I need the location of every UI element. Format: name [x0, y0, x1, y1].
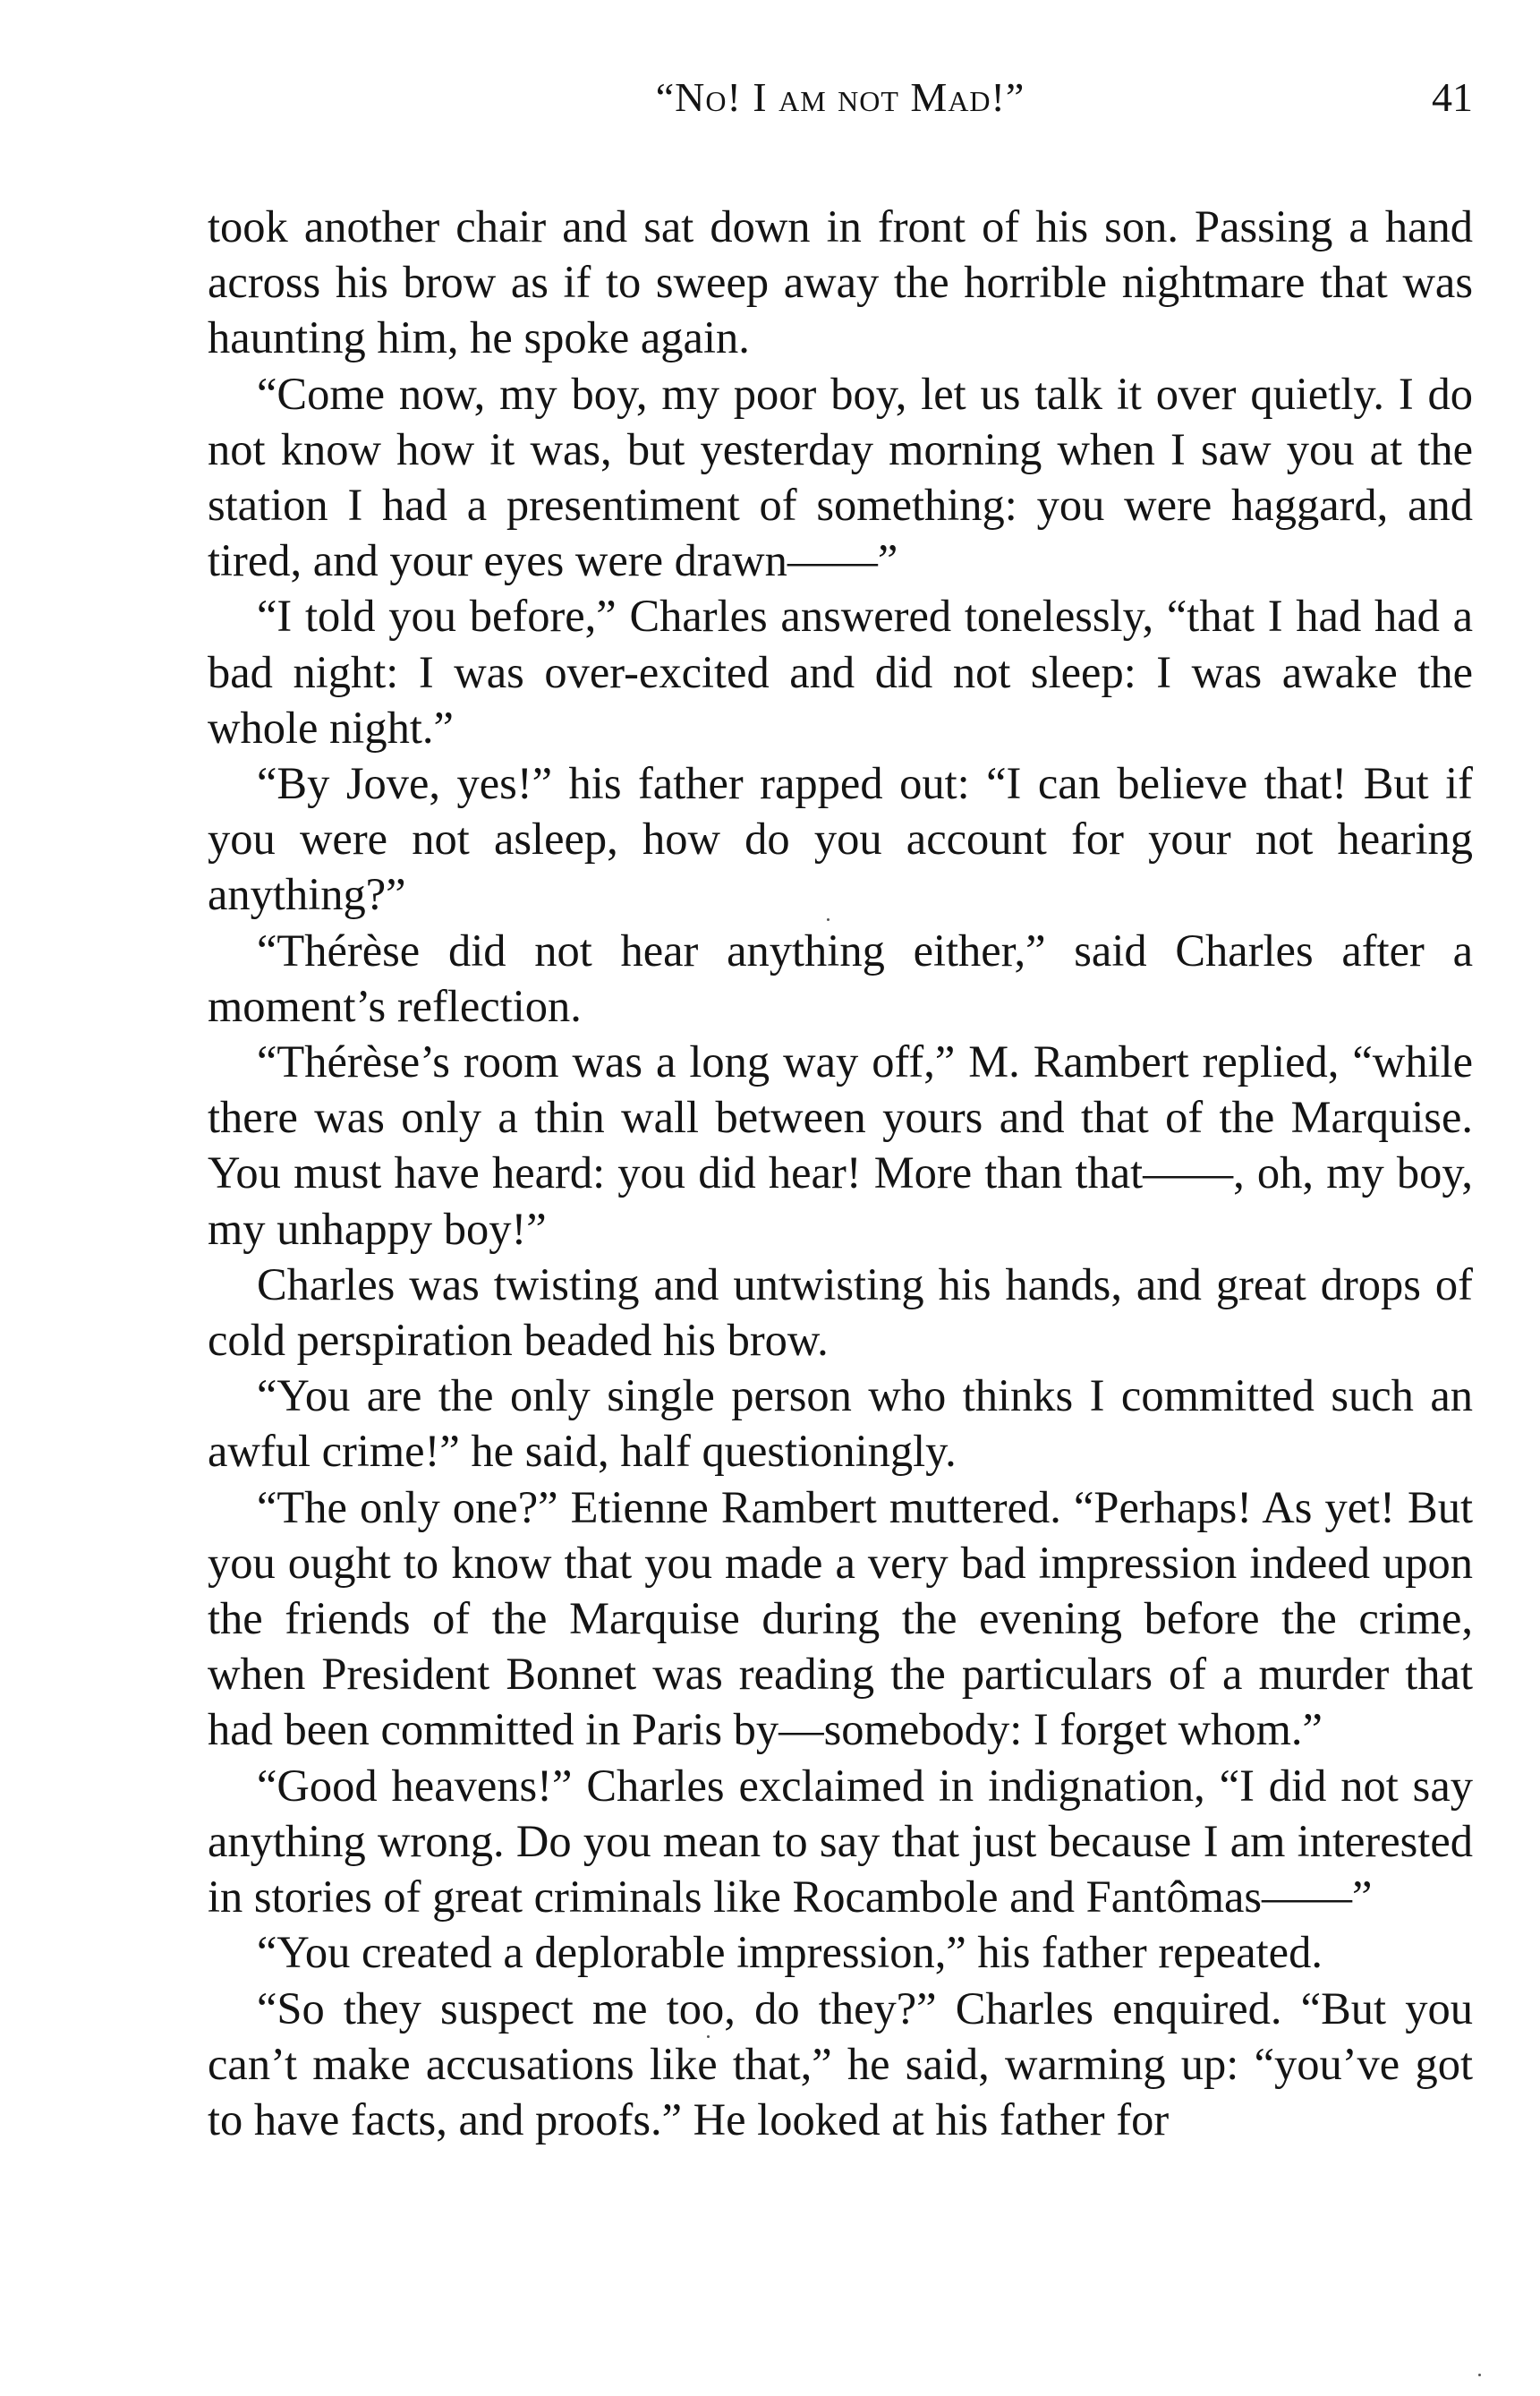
- print-speck: [1478, 2374, 1481, 2376]
- paragraph: “You created a deplorable impression,” his father repeated.: [257, 1927, 1323, 1978]
- body-text: [208, 199, 1473, 2147]
- paragraph: “Thérèse’s room was a long way off,” M. Rambert replied, “while there was only a thin wall between yours and that of the Marquise. You must have heard: you did hear! More than that——, oh, my boy, my unhappy boy!”: [208, 1036, 1473, 1254]
- paragraph: “By Jove, yes!” his father rapped out: “I can believe that! But if you were not asleep, how do you account for your not hearing anything?”: [208, 758, 1473, 920]
- running-head: [208, 73, 1473, 145]
- print-speck: [707, 2035, 710, 2038]
- paragraph: “Come now, my boy, my poor boy, let us talk it over quietly. I do not know how it was, but yesterday morning when I saw you at the station I had a presentiment of something: you were haggard, and tired, and your eyes were drawn——”: [208, 368, 1473, 586]
- paragraph: “You are the only single person who thinks I committed such an awful crime!” he said, half questioningly.: [208, 1370, 1473, 1477]
- paragraph: “Thérèse did not hear anything either,” said Charles after a moment’s reflection.: [208, 925, 1473, 1031]
- paragraph: “Good heavens!” Charles exclaimed in indignation, “I did not say anything wrong. Do you mean to say that just because I am interested in stories of great criminals like Rocambole and Fantômas——”: [208, 1760, 1473, 1923]
- paragraph: “I told you before,” Charles answered tonelessly, “that I had had a bad night: I was over-excited and did not sleep: I was awake the whole night.”: [208, 591, 1473, 753]
- print-speck: [827, 918, 830, 921]
- paragraph: took another chair and sat down in front of his son. Passing a hand across his brow as if to sweep away the horrible nightmare that was haunting him, he spoke again.: [208, 201, 1473, 363]
- page-number: 41: [1432, 74, 1473, 120]
- chapter-title: “No! I am not Mad!”: [655, 74, 1025, 120]
- paragraph: “The only one?” Etienne Rambert muttered. “Perhaps! As yet! But you ought to know that you made a very bad impression indeed upon the friends of the Marquise during the evening before the crime, when President Bonnet was reading the particulars of a murder that had been committed in Paris by—somebody: I forget whom.”: [208, 1481, 1473, 1755]
- paragraph: Charles was twisting and untwisting his hands, and great drops of cold perspiration beaded his brow.: [208, 1258, 1473, 1366]
- paragraph: “So they suspect me too, do they?” Charles enquired. “But you can’t make accusations like that,” he said, warming up: “you’ve got to have facts, and proofs.” He looked at his father for: [208, 1982, 1473, 2144]
